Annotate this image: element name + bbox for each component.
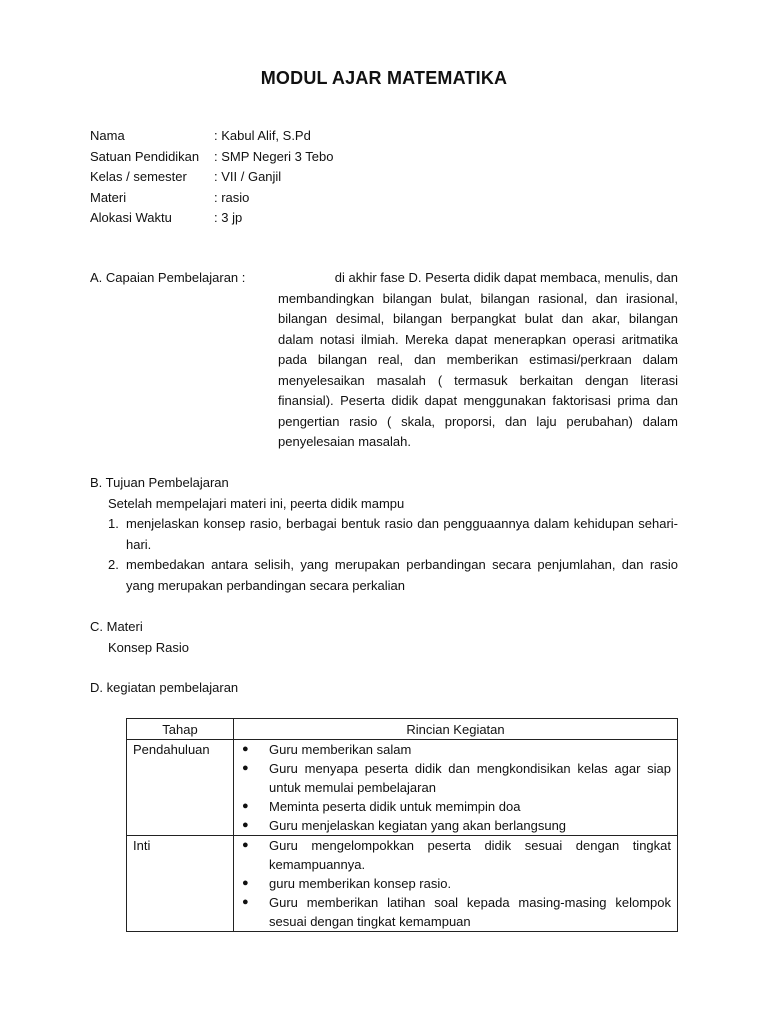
list-item [240, 893, 671, 931]
identity-block [90, 126, 650, 229]
kegiatan-table [126, 718, 678, 932]
identity-label: Alokasi Waktu [90, 210, 172, 225]
table-row [127, 836, 678, 932]
capaian-first-line [90, 268, 678, 289]
tujuan-list [90, 514, 678, 596]
section-materi [90, 617, 678, 658]
list-text: Meminta peserta didik untuk memimpin doa [269, 799, 521, 814]
rincian-cell [234, 836, 678, 932]
kegiatan-heading: D. kegiatan pembelajaran [90, 680, 239, 695]
rincian-list [240, 740, 671, 835]
identity-value: : Kabul Alif, S.Pd [214, 128, 311, 143]
identity-label: Nama [90, 128, 125, 143]
list-text: Guru menyapa peserta didik dan mengkondisikan kelas agar siap untuk memulai pembelajaran [269, 761, 671, 795]
section-kegiatan [90, 678, 678, 699]
bullet-icon: ● [242, 743, 249, 755]
identity-row-satuan-pendidikan [90, 147, 650, 168]
identity-value: : rasio [214, 189, 250, 205]
identity-value: : 3 jp [214, 210, 243, 225]
bullet-icon: ● [242, 896, 249, 908]
list-text: membedakan antara selisih, yang merupakan perbandingan secara penjumlahan, dan rasio yang merupakan perbandingan secara perkalian [126, 557, 678, 593]
table-header-tahap: Tahap [127, 719, 234, 740]
identity-row-materi [90, 188, 650, 209]
capaian-label: A. Capaian Pembelajaran : [90, 270, 249, 285]
identity-label: Kelas / semester [90, 169, 187, 184]
bullet-icon: ● [242, 819, 249, 831]
list-text: menjelaskan konsep rasio, berbagai bentuk rasio dan pengguaannya dalam kehidupan sehari-hari. [126, 516, 678, 552]
bullet-icon: ● [242, 800, 249, 812]
tahap-cell: Inti [127, 836, 234, 932]
tujuan-heading: B. Tujuan Pembelajaran [90, 475, 229, 490]
list-item [240, 816, 671, 835]
section-tujuan-pembelajaran [90, 473, 678, 596]
list-item [240, 874, 671, 893]
identity-row-alokasi-waktu [90, 208, 650, 229]
bullet-icon: ● [242, 877, 249, 889]
tujuan-intro: Setelah mempelajari materi ini, peerta didik mampu [108, 495, 405, 511]
rincian-list [240, 836, 671, 931]
tahap-cell: Pendahuluan [127, 740, 234, 836]
list-item [240, 759, 671, 797]
identity-value: : SMP Negeri 3 Tebo [214, 148, 334, 164]
bullet-icon: ● [242, 839, 249, 851]
list-item [108, 555, 678, 596]
identity-row-nama [90, 126, 650, 147]
list-text: guru memberikan konsep rasio. [269, 876, 452, 891]
capaian-text: membandingkan bilangan bulat, bilangan rasional, dan irasional, bilangan desimal, bilangan berpangkat bulat dan akar, bilangan dalam notasi ilmiah. Mereka dapat menerapkan operasi aritmatika pada bilangan real, dan memberikan estimasi/perkraan dalam menyelesaikan masalah ( termasuk berkaitan dengan literasi finansial). Peserta didik dapat menggunakan faktorisasi prima dan pengertian rasio ( skala, proporsi, dan laju perubahan) dalam penyelesaian masalah. [278, 290, 678, 449]
capaian-text-first: di akhir fase D. Peserta didik dapat membaca, menulis, dan [334, 270, 678, 285]
list-item [240, 836, 671, 874]
list-text: Guru menjelaskan kegiatan yang akan berlangsung [269, 818, 567, 833]
identity-label: Satuan Pendidikan [90, 148, 200, 164]
list-number: 1. [108, 516, 119, 531]
table-header-rincian: Rincian Kegiatan [234, 719, 678, 740]
list-text: Guru memberikan latihan soal kepada masing-masing kelompok sesuai dengan tingkat kemampuan [269, 895, 671, 929]
identity-row-kelas-semester [90, 167, 650, 188]
identity-label: Materi [90, 189, 127, 205]
document-title: MODUL AJAR MATEMATIKA [260, 68, 508, 88]
bullet-icon: ● [242, 762, 249, 774]
materi-content: Konsep Rasio [108, 639, 189, 655]
list-text: Guru memberikan salam [269, 742, 412, 757]
rincian-cell [234, 740, 678, 836]
list-item [108, 514, 678, 555]
list-item [240, 797, 671, 816]
identity-value: : VII / Ganjil [214, 169, 282, 184]
section-capaian-pembelajaran [90, 268, 678, 453]
table-row [127, 740, 678, 836]
list-text: Guru mengelompokkan peserta didik sesuai dengan tingkat kemampuannya. [269, 838, 671, 872]
materi-heading: C. Materi [90, 619, 143, 634]
table-header-row [127, 719, 678, 740]
list-item [240, 740, 671, 759]
list-number: 2. [108, 557, 119, 572]
